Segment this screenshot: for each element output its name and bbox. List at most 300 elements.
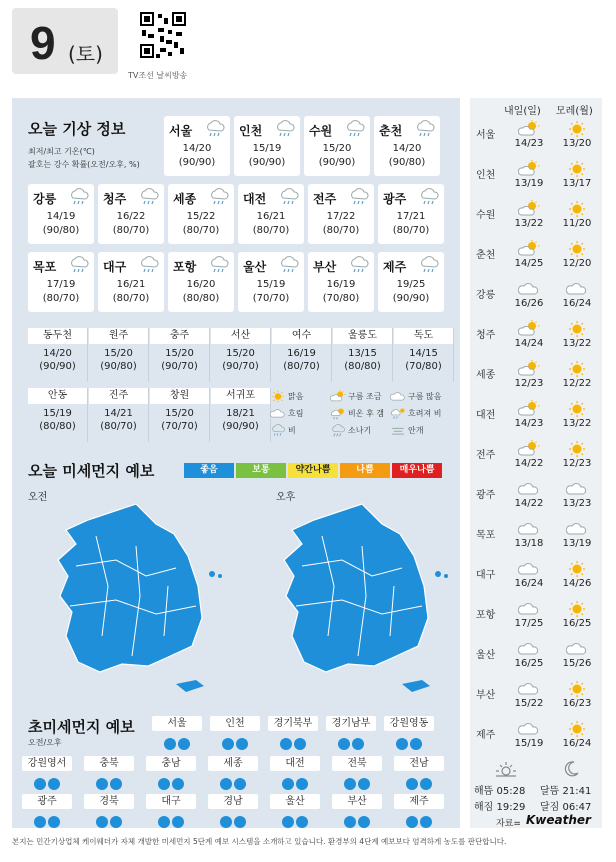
fine-dust-cell[interactable] [270, 794, 320, 827]
small-city-cell[interactable] [89, 328, 149, 382]
small-city-temp: 15/20 [165, 348, 194, 359]
fine-dust-dots [84, 813, 134, 827]
city-prob: (90/90) [392, 293, 430, 304]
small-city-name: 여수 [272, 328, 331, 344]
small-city-name: 서귀포 [211, 388, 270, 404]
forecast-day2-temp: 12/22 [562, 378, 592, 389]
fine-dust-dots [84, 775, 134, 789]
city-prob: (80/70) [112, 225, 150, 236]
small-city-cell[interactable] [28, 388, 88, 442]
rain-icon [68, 188, 90, 206]
forecast-day1-temp: 14/23 [514, 418, 544, 429]
forecast-day2 [554, 240, 600, 269]
forecast-day1 [506, 560, 552, 589]
city-prob: (80/70) [42, 293, 80, 304]
icon-legend-label: 비온 후 갬 [348, 409, 384, 418]
small-city-cell[interactable] [272, 328, 332, 382]
partly-cloudy-icon [506, 440, 552, 458]
dust-scale-item: 좋음 [184, 463, 234, 478]
forecast-day1-temp: 14/25 [514, 258, 544, 269]
sun-icon [270, 390, 286, 403]
city-name: 포항 [173, 260, 197, 274]
fine-dust-cell[interactable] [146, 794, 196, 827]
forecast-day2-temp: 16/24 [562, 298, 592, 309]
icon-legend-item [270, 390, 303, 403]
dust-dot-pm [172, 778, 184, 790]
city-temp: 19/25 [396, 279, 426, 290]
city-card[interactable] [308, 184, 374, 244]
forecast-day1-temp: 13/22 [514, 218, 544, 229]
dust-dot-pm [296, 816, 308, 828]
fine-dust-cell[interactable] [208, 794, 258, 827]
forecast-day2-temp: 13/17 [562, 178, 592, 189]
sun-icon [554, 600, 600, 618]
partly-cloudy-icon [506, 320, 552, 338]
city-card[interactable] [164, 116, 230, 176]
forecast-day1-temp: 14/22 [514, 498, 544, 509]
rain-icon [68, 256, 90, 274]
fine-dust-cell[interactable] [270, 756, 320, 789]
sunrise-icon [496, 760, 516, 778]
small-city-temp: 13/15 [348, 348, 377, 359]
fine-dust-region: 강원영서 [22, 756, 72, 771]
dust-dot-am [406, 778, 418, 790]
fine-dust-cell[interactable] [152, 716, 202, 749]
rain-icon [348, 256, 370, 274]
city-temp: 15/19 [256, 279, 286, 290]
forecast-day2 [554, 400, 600, 429]
qr-code-icon[interactable] [138, 10, 188, 60]
city-card[interactable] [238, 184, 304, 244]
mostly-cloudy-icon [390, 390, 406, 403]
rain-icon [414, 120, 436, 138]
sun-icon [554, 360, 600, 378]
moonset-time: 달짐 06:47 [540, 802, 592, 813]
forecast-day2 [554, 200, 600, 229]
cloud-icon [506, 680, 552, 698]
forecast-row[interactable] [470, 318, 602, 350]
city-name: 수원 [309, 124, 333, 138]
city-temp: 15/22 [186, 211, 216, 222]
moonrise-time: 달뜸 21:41 [540, 786, 592, 797]
city-card[interactable] [234, 116, 300, 176]
fine-dust-region: 광주 [22, 794, 72, 809]
fine-dust-dots [22, 813, 72, 827]
city-card[interactable] [238, 252, 304, 312]
city-prob: (90/90) [178, 157, 216, 168]
forecast-day1-temp: 12/23 [514, 378, 544, 389]
legend-prob: 괄호는 강수 확률(오전/오후, %) [28, 160, 140, 169]
forecast-day1 [506, 440, 552, 469]
forecast-row[interactable] [470, 278, 602, 310]
forecast-day2-temp: 15/26 [562, 658, 592, 669]
city-name: 강릉 [33, 192, 57, 206]
day-number: 9 [30, 17, 56, 69]
forecast-day1-temp: 17/25 [514, 618, 544, 629]
fine-dust-dots [394, 775, 444, 789]
forecast-row[interactable] [470, 118, 602, 150]
forecast-day1-temp: 13/19 [514, 178, 544, 189]
fine-dust-region: 인천 [210, 716, 260, 731]
fine-dust-region: 대구 [146, 794, 196, 809]
small-city-prob: (90/90) [222, 421, 259, 432]
sunset-time: 해짐 19:29 [474, 802, 526, 813]
forecast-row[interactable] [470, 558, 602, 590]
sunrise-time: 해뜸 05:28 [474, 786, 526, 797]
icon-legend-item [390, 424, 423, 437]
forecast-row[interactable] [470, 718, 602, 750]
forecast-day2-temp: 11/20 [562, 218, 592, 229]
icon-legend-label: 맑음 [288, 392, 304, 401]
fine-dust-dots [152, 735, 202, 749]
city-card[interactable] [374, 116, 440, 176]
forecast-day2 [554, 320, 600, 349]
forecast-city: 광주 [476, 490, 496, 501]
fine-dust-cell[interactable] [84, 756, 134, 789]
forecast-day1-temp: 14/23 [514, 138, 544, 149]
city-prob: (80/70) [322, 225, 360, 236]
forecast-day2 [554, 640, 600, 669]
forecast-city: 인천 [476, 170, 496, 181]
fine-dust-cell[interactable] [210, 716, 260, 749]
dust-dot-am [96, 778, 108, 790]
cloud-icon [506, 280, 552, 298]
dust-dot-pm [110, 778, 122, 790]
city-name: 광주 [383, 192, 407, 206]
forecast-city: 청주 [476, 330, 496, 341]
fine-dust-cell[interactable] [268, 716, 318, 749]
forecast-day1 [506, 480, 552, 509]
city-prob: (80/70) [182, 225, 220, 236]
fine-dust-dots [270, 813, 320, 827]
day-of-week: (토) [68, 42, 103, 66]
city-card[interactable] [28, 252, 94, 312]
small-city-cell[interactable] [211, 328, 271, 382]
forecast-day1 [506, 120, 552, 149]
icon-legend-label: 비 [288, 426, 296, 435]
city-card[interactable] [168, 184, 234, 244]
fine-dust-cell[interactable] [394, 756, 444, 789]
partly-cloudy-icon [506, 240, 552, 258]
small-city-name: 독도 [394, 328, 453, 344]
forecast-day1 [506, 240, 552, 269]
partly-cloudy-icon [506, 120, 552, 138]
icon-legend-label: 구름 많음 [408, 392, 442, 401]
cloud-icon [554, 520, 600, 538]
fine-dust-cell[interactable] [332, 794, 382, 827]
fine-dust-cell[interactable] [384, 716, 434, 749]
dust-dot-pm [358, 778, 370, 790]
city-prob: (80/70) [112, 293, 150, 304]
cloud-icon [270, 407, 286, 420]
sun-icon [554, 440, 600, 458]
rain-icon [138, 188, 160, 206]
fine-dust-dots [22, 775, 72, 789]
city-card[interactable] [308, 252, 374, 312]
forecast-day1 [506, 400, 552, 429]
fine-dust-dots [146, 775, 196, 789]
city-card[interactable] [378, 252, 444, 312]
city-name: 인천 [239, 124, 263, 138]
city-temp: 16/21 [116, 279, 146, 290]
forecast-day2-temp: 12/23 [562, 458, 592, 469]
dust-dot-pm [48, 778, 60, 790]
dust-dot-pm [294, 738, 306, 750]
fog-icon [390, 424, 406, 437]
small-city-prob: (70/70) [161, 421, 198, 432]
city-card[interactable] [378, 184, 444, 244]
sun-icon [554, 720, 600, 738]
small-city-cell[interactable] [28, 328, 88, 382]
dust-dot-am [220, 778, 232, 790]
forecast-city: 춘천 [476, 250, 496, 261]
dust-scale-item: 나쁨 [340, 463, 390, 478]
forecast-city: 수원 [476, 210, 496, 221]
dust-dot-pm [234, 816, 246, 828]
city-name: 부산 [313, 260, 337, 274]
forecast-city: 대전 [476, 410, 496, 421]
rain-icon [208, 256, 230, 274]
rain-icon [270, 424, 286, 437]
dust-title: 오늘 미세먼지 예보 [28, 462, 155, 480]
city-card[interactable] [304, 116, 370, 176]
forecast-day2 [554, 680, 600, 709]
city-temp: 16/21 [256, 211, 286, 222]
small-city-cell[interactable] [211, 388, 271, 442]
fine-dust-dots [332, 775, 382, 789]
dust-dot-pm [234, 778, 246, 790]
city-prob: (90/80) [42, 225, 80, 236]
small-city-prob: (90/90) [39, 361, 76, 372]
korea-map-pm[interactable] [262, 496, 462, 706]
small-city-temp: 16/19 [287, 348, 316, 359]
city-prob: (80/80) [182, 293, 220, 304]
city-name: 세종 [173, 192, 197, 206]
icon-legend-item [330, 407, 384, 420]
forecast-city: 목포 [476, 530, 496, 541]
small-city-cell[interactable] [333, 328, 393, 382]
forecast-row[interactable] [470, 598, 602, 630]
city-prob: (80/70) [252, 225, 290, 236]
small-city-prob: (80/70) [100, 421, 137, 432]
forecast-day1-temp: 15/19 [514, 738, 544, 749]
fine-dust-cell[interactable] [84, 794, 134, 827]
forecast-city: 포항 [476, 610, 496, 621]
forecast-day1-temp: 13/18 [514, 538, 544, 549]
forecast-col-dayafter: 모레(월) [556, 106, 593, 117]
small-city-cell[interactable] [150, 388, 210, 442]
forecast-city: 전주 [476, 450, 496, 461]
fine-dust-region: 경기북부 [268, 716, 318, 731]
fine-dust-cell[interactable] [146, 756, 196, 789]
city-name: 서울 [169, 124, 193, 138]
icon-legend-label: 안개 [408, 426, 424, 435]
small-city-prob: (80/80) [344, 361, 381, 372]
fine-dust-region: 충남 [146, 756, 196, 771]
forecast-day2 [554, 520, 600, 549]
forecast-day1 [506, 360, 552, 389]
city-card[interactable] [98, 184, 164, 244]
forecast-day2 [554, 720, 600, 749]
dust-dot-am [34, 816, 46, 828]
forecast-day1-temp: 16/26 [514, 298, 544, 309]
forecast-city: 울산 [476, 650, 496, 661]
forecast-day1 [506, 680, 552, 709]
partly-cloudy-icon [330, 390, 346, 403]
forecast-city: 서울 [476, 130, 496, 141]
fine-dust-dots [210, 735, 260, 749]
fine-dust-cell[interactable] [394, 794, 444, 827]
city-temp: 17/19 [46, 279, 76, 290]
small-city-temp: 15/20 [165, 408, 194, 419]
dust-dot-pm [420, 778, 432, 790]
small-city-cell[interactable] [394, 328, 454, 382]
small-city-prob: (80/70) [283, 361, 320, 372]
forecast-row[interactable] [470, 398, 602, 430]
korea-map-am[interactable] [36, 496, 236, 706]
dust-dot-am [396, 738, 408, 750]
fine-dust-dots [394, 813, 444, 827]
dust-dot-am [164, 738, 176, 750]
forecast-day1 [506, 600, 552, 629]
city-prob: (70/70) [252, 293, 290, 304]
forecast-row[interactable] [470, 638, 602, 670]
cloud-icon [506, 520, 552, 538]
icon-legend-item [330, 424, 371, 437]
city-name: 울산 [243, 260, 267, 274]
forecast-day2-temp: 13/19 [562, 538, 592, 549]
rain-icon [278, 256, 300, 274]
dust-dot-am [96, 816, 108, 828]
forecast-row[interactable] [470, 678, 602, 710]
qr-caption: TV조선 날씨방송 [128, 71, 188, 80]
rain-icon [344, 120, 366, 138]
city-prob: (90/90) [248, 157, 286, 168]
fine-dust-cell[interactable] [326, 716, 376, 749]
small-city-prob: (90/70) [161, 361, 198, 372]
forecast-day2 [554, 480, 600, 509]
legend-temp: 최저/최고 기온(℃) [28, 147, 95, 156]
sun-icon [554, 400, 600, 418]
rain-icon [418, 256, 440, 274]
city-prob: (80/70) [392, 225, 430, 236]
fine-dust-dots [384, 735, 434, 749]
city-temp: 14/20 [182, 143, 212, 154]
footer-note: 본지는 민간기상업체 케이웨더가 자체 개발한 미세먼지 5단계 예보 시스템을 소개하고 있습니다. 환경부의 4단계 예보보다 엄격하게 농도를 판단합니다. [12, 837, 507, 846]
forecast-row[interactable] [470, 158, 602, 190]
small-city-prob: (80/80) [39, 421, 76, 432]
dust-dot-pm [178, 738, 190, 750]
kweather-logo: Kweather [526, 813, 591, 827]
fine-dust-cell[interactable] [208, 756, 258, 789]
icon-legend-item [390, 407, 441, 420]
icon-legend-label: 소나기 [348, 426, 372, 435]
forecast-day1 [506, 520, 552, 549]
rain-icon [348, 188, 370, 206]
fine-dust-dots [146, 813, 196, 827]
fine-dust-region: 강원영동 [384, 716, 434, 731]
small-city-temp: 14/21 [104, 408, 133, 419]
forecast-row[interactable] [470, 518, 602, 550]
city-name: 춘천 [379, 124, 403, 138]
city-temp: 15/20 [322, 143, 352, 154]
forecast-day1-temp: 16/24 [514, 578, 544, 589]
sun-icon [554, 680, 600, 698]
dust-scale-item: 보통 [236, 463, 286, 478]
dust-dot-pm [48, 816, 60, 828]
fine-dust-region: 제주 [394, 794, 444, 809]
small-city-cell[interactable] [150, 328, 210, 382]
fine-dust-region: 서울 [152, 716, 202, 731]
rain-icon [278, 188, 300, 206]
small-city-cell[interactable] [89, 388, 149, 442]
fine-dust-cell[interactable] [332, 756, 382, 789]
fine-dust-region: 전북 [332, 756, 382, 771]
dust-dot-am [158, 778, 170, 790]
dust-scale-item: 약간나쁨 [288, 463, 338, 478]
icon-legend-label: 흐림 [288, 409, 304, 418]
small-city-name: 울릉도 [333, 328, 392, 344]
forecast-day2-temp: 13/22 [562, 338, 592, 349]
forecast-day1 [506, 640, 552, 669]
fine-dust-cell[interactable] [22, 794, 72, 827]
cloud-icon [554, 480, 600, 498]
city-card[interactable] [168, 252, 234, 312]
fine-dust-region: 경기남부 [326, 716, 376, 731]
sun-icon [554, 240, 600, 258]
forecast-day1-temp: 14/24 [514, 338, 544, 349]
fine-dust-dots [326, 735, 376, 749]
forecast-row[interactable] [470, 198, 602, 230]
dust-dot-pm [410, 738, 422, 750]
forecast-row[interactable] [470, 438, 602, 470]
dust-dot-am [34, 778, 46, 790]
rain-then-clear-icon [330, 407, 346, 420]
fine-dust-dots [208, 775, 258, 789]
small-city-temp: 14/20 [43, 348, 72, 359]
forecast-day2 [554, 120, 600, 149]
fine-dust-dots [332, 813, 382, 827]
small-city-temp: 14/15 [409, 348, 438, 359]
partly-cloudy-icon [506, 160, 552, 178]
fine-dust-cell[interactable] [22, 756, 72, 789]
city-name: 목포 [33, 260, 57, 274]
small-city-prob: (90/80) [100, 361, 137, 372]
forecast-day1 [506, 320, 552, 349]
dust-dot-am [282, 778, 294, 790]
forecast-row[interactable] [470, 238, 602, 270]
forecast-day2 [554, 360, 600, 389]
small-city-name: 원주 [89, 328, 148, 344]
partly-cloudy-icon [506, 360, 552, 378]
icon-legend-label: 흐려져 비 [408, 409, 442, 418]
dust-dot-pm [420, 816, 432, 828]
city-card[interactable] [28, 184, 94, 244]
small-city-temp: 15/20 [226, 348, 255, 359]
dust-dot-am [344, 778, 356, 790]
forecast-row[interactable] [470, 358, 602, 390]
city-prob: (70/80) [322, 293, 360, 304]
forecast-day2-temp: 12/20 [562, 258, 592, 269]
city-card[interactable] [98, 252, 164, 312]
city-prob: (90/90) [318, 157, 356, 168]
sun-icon [554, 320, 600, 338]
forecast-row[interactable] [470, 478, 602, 510]
city-prob: (90/80) [388, 157, 426, 168]
dust-dot-am [158, 816, 170, 828]
sun-icon [554, 120, 600, 138]
small-city-prob: (90/70) [222, 361, 259, 372]
